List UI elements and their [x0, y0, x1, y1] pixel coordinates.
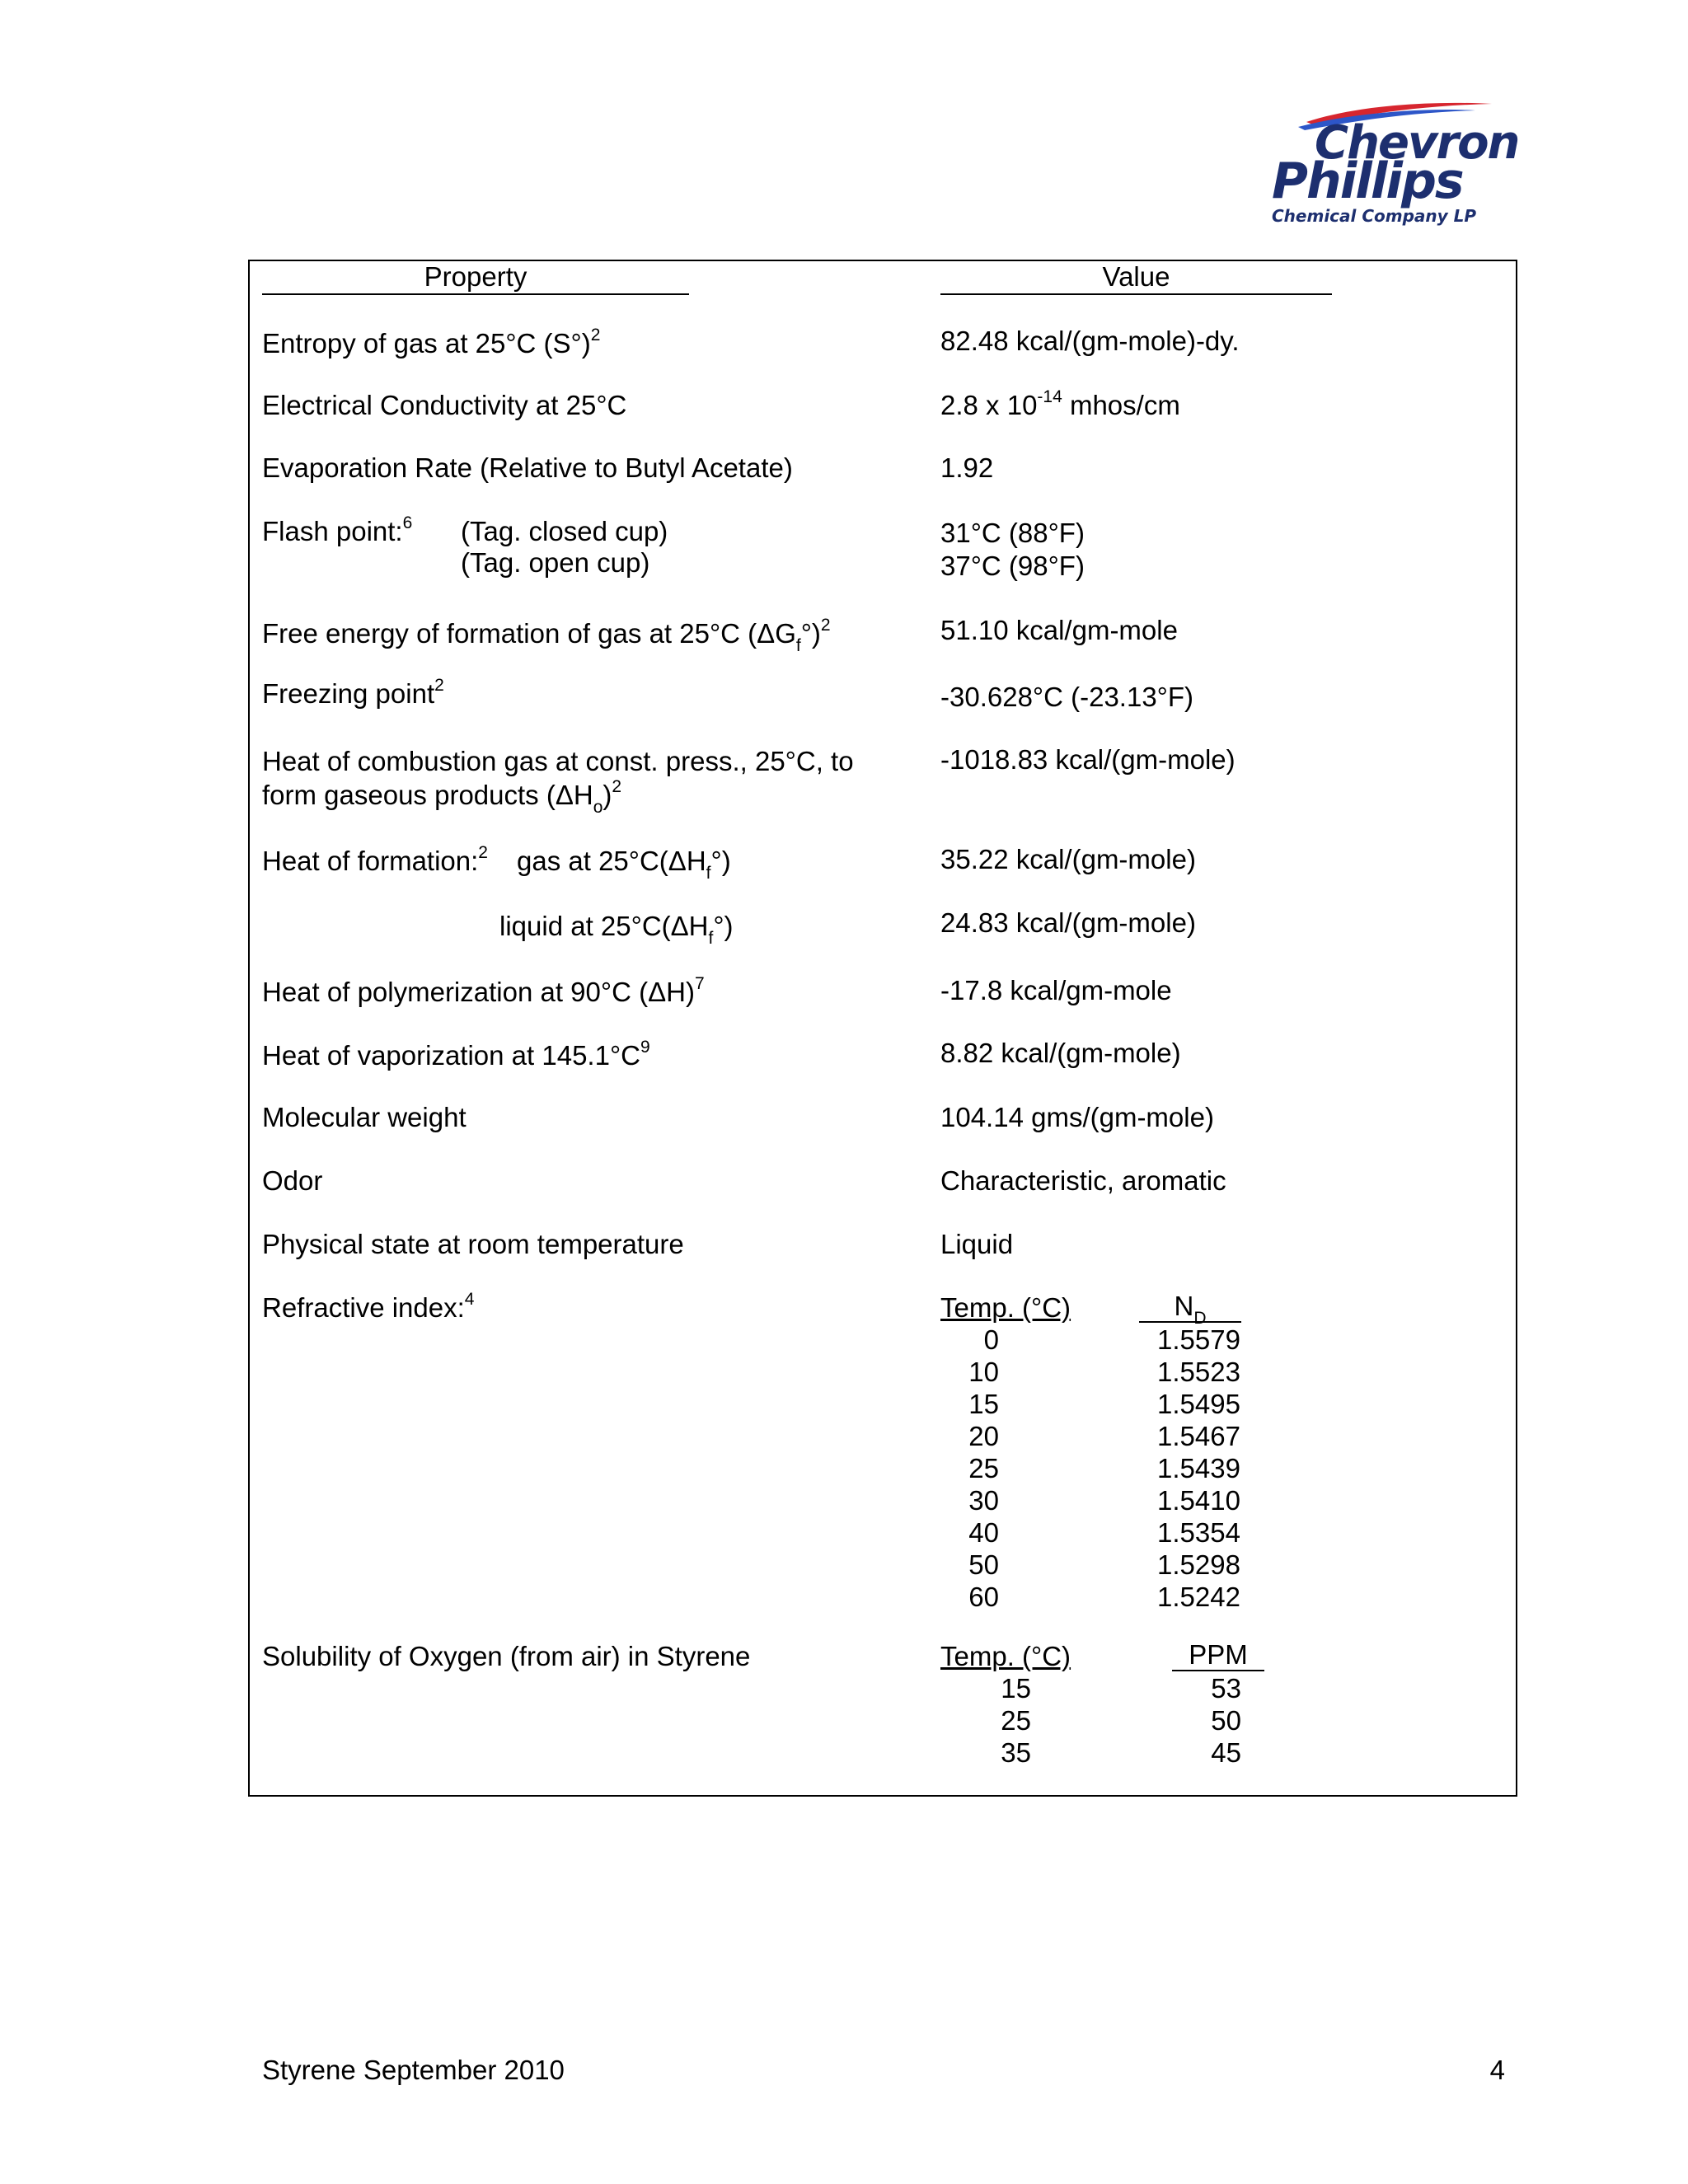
solubility-ppm-1: 50 [1211, 1705, 1241, 1736]
logo-text-phillips: Phillips [1272, 152, 1463, 210]
refractive-nd-2: 1.5495 [1157, 1389, 1240, 1419]
flash-open-value: 37°C (98°F) [940, 551, 1085, 581]
refractive-nd-1: 1.5523 [1157, 1357, 1240, 1387]
formation-label: Heat of formation:$^2$ [262, 843, 488, 876]
flash-closed-value: 31°C (88°F) [940, 518, 1085, 548]
entropy-label: Entropy of gas at 25°C $(S^\circ)^2$ [262, 326, 601, 359]
solubility-ppm-2: 45 [1211, 1737, 1241, 1768]
logo-text-chemical-company: Chemical Company LP [1272, 206, 1477, 226]
refractive-temp-5: 30 [968, 1485, 999, 1516]
refractive-nd-4: 1.5439 [1157, 1453, 1240, 1483]
polymerization-label: Heat of polymerization at 90°C $(\Delta H)^7$ [262, 974, 705, 1007]
refractive-temp-0: 0 [983, 1324, 999, 1355]
refractive-temp-3: 20 [968, 1421, 999, 1451]
footer-page-number: 4 [1489, 2055, 1505, 2085]
entropy-value: 82.48 kcal/(gm-mole)-dy. [940, 326, 1240, 356]
formation-gas-value: 35.22 kcal/(gm-mole) [940, 844, 1196, 874]
solubility-temp-0: 15 [1001, 1673, 1031, 1704]
solubility-label: Solubility of Oxygen (from air) in Styrene [262, 1641, 751, 1671]
physical-state-value: Liquid [940, 1229, 1014, 1259]
refractive-temp-4: 25 [968, 1453, 999, 1483]
solubility-temp-2: 35 [1001, 1737, 1031, 1768]
free-energy-value: 51.10 kcal/gm-mole [940, 615, 1178, 645]
freezing-point-label: Freezing point$^2$ [262, 676, 444, 709]
flash-open-label: (Tag. open cup) [461, 547, 650, 578]
refractive-temp-1: 10 [968, 1357, 999, 1387]
company-logo [1265, 97, 1519, 229]
solubility-ppm-0: 53 [1211, 1673, 1241, 1704]
freezing-point-value: -30.628°C (-23.13°F) [940, 682, 1194, 712]
solubility-ppm-header: PPM [1172, 1640, 1264, 1671]
physical-state-label: Physical state at room temperature [262, 1229, 684, 1259]
evaporation-value: 1.92 [940, 452, 994, 483]
conductivity-value: 2.8 x $10^{-14}$ mhos/cm [940, 387, 1180, 420]
refractive-temp-2: 15 [968, 1389, 999, 1419]
odor-label: Odor [262, 1165, 323, 1196]
odor-value: Characteristic, aromatic [940, 1165, 1226, 1196]
formation-liquid-label: liquid at $25^\circ C(\Delta H_f^\circ)$ [499, 911, 734, 948]
vaporization-label: Heat of vaporization at $145.1^\circ C^9$ [262, 1038, 650, 1071]
refractive-index-label: Refractive index:$^4$ [262, 1290, 475, 1323]
conductivity-label: Electrical Conductivity at 25°C [262, 390, 627, 420]
refractive-temp-header: Temp. (°C) [940, 1292, 1071, 1323]
refractive-nd-7: 1.5298 [1157, 1549, 1240, 1580]
polymerization-value: -17.8 kcal/gm-mole [940, 975, 1172, 1005]
refractive-nd-8: 1.5242 [1157, 1582, 1240, 1612]
evaporation-label: Evaporation Rate (Relative to Butyl Acetate) [262, 452, 793, 483]
refractive-nd-5: 1.5410 [1157, 1485, 1240, 1516]
refractive-nd-6: 1.5354 [1157, 1517, 1240, 1548]
formation-gas-label: gas at $25^\circ C(\Delta H_f^\circ)$ [517, 846, 731, 883]
molecular-weight-label: Molecular weight [262, 1102, 467, 1132]
refractive-nd-0: 1.5579 [1157, 1324, 1240, 1355]
solubility-temp-1: 25 [1001, 1705, 1031, 1736]
refractive-temp-6: 40 [968, 1517, 999, 1548]
refractive-temp-7: 50 [968, 1549, 999, 1580]
logo-text-chevron: Chevron [1315, 116, 1519, 170]
combustion-label-line1: Heat of combustion gas at const. press., 25°C, to [262, 746, 854, 776]
formation-liquid-value: 24.83 kcal/(gm-mole) [940, 907, 1196, 938]
vaporization-value: 8.82 kcal/(gm-mole) [940, 1038, 1181, 1068]
molecular-weight-value: 104.14 gms/(gm-mole) [940, 1102, 1214, 1132]
combustion-label-line2: form gaseous products $(\Delta H_o)^2$ [262, 777, 622, 817]
solubility-temp-header: Temp. (°C) [940, 1641, 1071, 1671]
refractive-nd-3: 1.5467 [1157, 1421, 1240, 1451]
footer-document-title: Styrene September 2010 [262, 2055, 565, 2085]
properties-table-frame [248, 260, 1517, 1797]
refractive-nd-header: $N_D$ [1139, 1291, 1241, 1323]
flash-point-label: Flash point:$^6$ [262, 513, 413, 546]
header-property: Property [262, 260, 689, 295]
refractive-temp-8: 60 [968, 1582, 999, 1612]
header-value: Value [940, 260, 1332, 295]
combustion-value: -1018.83 kcal/(gm-mole) [940, 744, 1236, 775]
free-energy-label: Free energy of formation of gas at 25°C $(\Delta G_f^\circ)^2$ [262, 616, 831, 655]
flash-closed-label: (Tag. closed cup) [461, 516, 668, 546]
